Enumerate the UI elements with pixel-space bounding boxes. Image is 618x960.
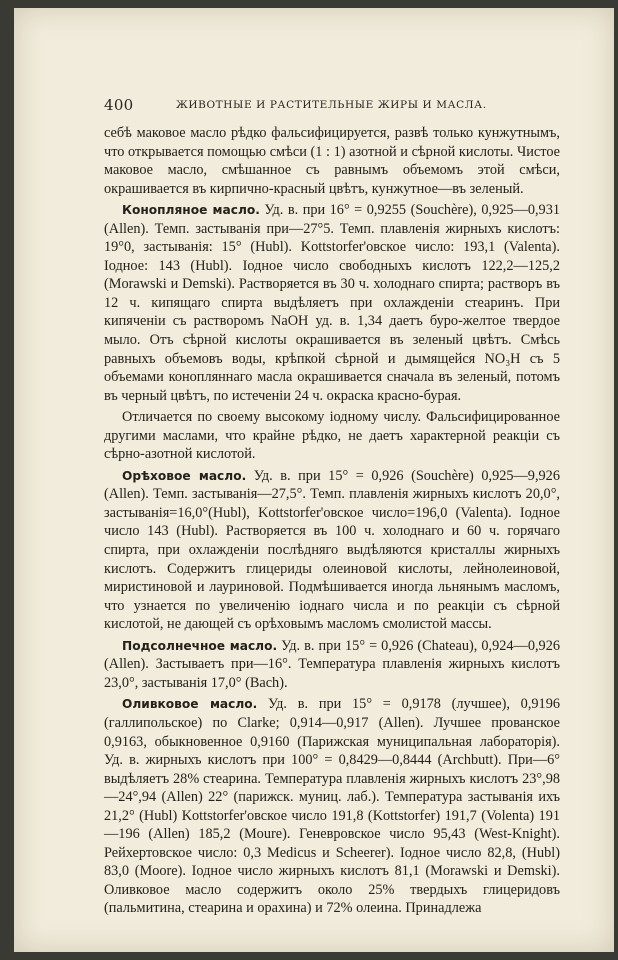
paragraph-sunflower-oil — [104, 637, 560, 693]
paragraph-hemp-oil-note — [104, 408, 560, 464]
page-number: 400 — [104, 96, 134, 114]
paragraph-text: Уд. в. при 15° = 0,926 (Chateau), 0,924—0,926 (Allen). Застываетъ при—16°. Температура плавленія жирныхъ кислотъ 23,0°, застыванія 17,0° (Bach). — [104, 637, 560, 691]
paragraph-hemp-oil — [104, 201, 560, 405]
paragraph-text: Уд. в. при 15° = 0,926 (Souchère) 0,925—9,926 (Allen). Темп. застыванія—27,5°. Темп. плавленія жирныхъ кислотъ 20,0°, застыванія=16,0°(Hubl), Kottstorfer'овское число=196,0 (Valenta). Іодное число 143 (Hubl). Растворяется въ 100 ч. холоднаго и 60 ч. горячаго спирта, при охлажденіи послѣдняго выдѣляются кристаллы жирныхъ кислотъ. Содержитъ глицериды олеиновой кислоты, лейнолеиновой, миристиновой и лауриновой. Подмѣшивается иногда льнянымъ масломъ, что узнается по увеличенію іоднаго числа и по реакціи съ сѣрной кислотой, не дающей съ орѣховымъ масломъ смолистой массы. — [104, 467, 560, 633]
paragraph-text: Уд. в. при 15° = 0,9178 (лучшее), 0,9196 (галлипольское) по Clarke; 0,914—0,917 (Allen). Лучшее прованское 0,9163, обыкновенное 0,9160 (Парижская муниципальная лабораторія). Уд. в. жирныхъ кислотъ при 100° = 0,8429—0,8444 (Archbutt). При—6° выдѣляетъ 28% стеарина. Температура плавленія жирныхъ кислотъ 23°,98—24°,94 (Allen) 22° (парижск. муниц. лаб.). Температура застыванія ихъ 21,2° (Hubl) Kottstorfer'овское число 191,8 (Kottstorfer) 191,7 (Volenta) 191—196 (Allen) 185,2 (Moure). Геневровское число 95,43 (West-Knight). Рейхертовское число: 0,3 Medicus и Scheerer). Іодное число 82,8, (Hubl) 83,0 (Moore). Іодное число жирныхъ кислотъ 81,1 (Morawski и Demski). Оливковое масло содержитъ около 25% твердыхъ глицеридовъ (пальмитина, стеарина и орахина) и 72% олеина. Принадлежа — [104, 696, 560, 917]
section-heading-walnut-oil: Орѣховое масло. — [122, 468, 247, 483]
page-header — [104, 96, 524, 122]
paragraph-text: Отличается по своему высокому іодному числу. Фальсифицированное другими маслами, что крайне рѣдко, не даетъ характерной реакціи съ сѣрно-азотной кислотой. — [104, 409, 560, 463]
paragraph-text: Уд. в. при 16° = 0,9255 (Souchère), 0,925—0,931 (Allen). Темп. застыванія при—27°5. Темп. плавленія жирныхъ кислотъ: 19°0, застыванія: 15° (Hubl). Kottstorfer'овское число: 193,1 (Valenta). Іодное: 143 (Hubl). Іодное число свободныхъ кислотъ 122,2—125,2 (Morawski и Demski). Растворяется въ 30 ч. холоднаго спирта; растворъ въ 12 ч. кипящаго спирта выдѣляетъ при охлажденіи стеаринъ. При кипяченіи съ растворомъ NaOH уд. в. 1,34 даетъ буро-желтое твердое мыло. Отъ сѣрной кислоты окрашивается въ зеленый цвѣтъ. Смѣсь равныхъ объемовъ воды, крѣпкой сѣрной и дымящейся NO₃H съ 5 объемами конопляннаго масла окрашивается сначала въ зеленый, потомъ въ черный цвѣтъ, по истеченіи 24 ч. окраска красно-бурая. — [104, 202, 561, 404]
section-heading-hemp-oil: Конопляное масло. — [122, 203, 260, 218]
section-heading-sunflower-oil: Подсолнечное масло. — [122, 638, 278, 653]
paragraph-olive-oil — [104, 695, 560, 918]
body-text — [104, 124, 560, 918]
section-heading-olive-oil: Оливковое масло. — [122, 697, 258, 712]
book-page — [14, 8, 614, 952]
paragraph-walnut-oil — [104, 467, 560, 634]
paragraph-poppy-oil-end — [104, 124, 560, 198]
running-title: ЖИВОТНЫЕ И РАСТИТЕЛЬНЫЕ ЖИРЫ И МАСЛА. — [176, 99, 487, 111]
paragraph-text: себѣ маковое масло рѣдко фальсифицируется, развѣ только кунжутнымъ, что открывается помощью смѣси (1 : 1) азотной и сѣрной кислоты. Чистое маковое масло, смѣшанное съ равнымъ объемомъ этой смѣси, окрашивается въ кирпично-красный цвѣтъ, кунжутное—въ зеленый. — [104, 125, 560, 197]
